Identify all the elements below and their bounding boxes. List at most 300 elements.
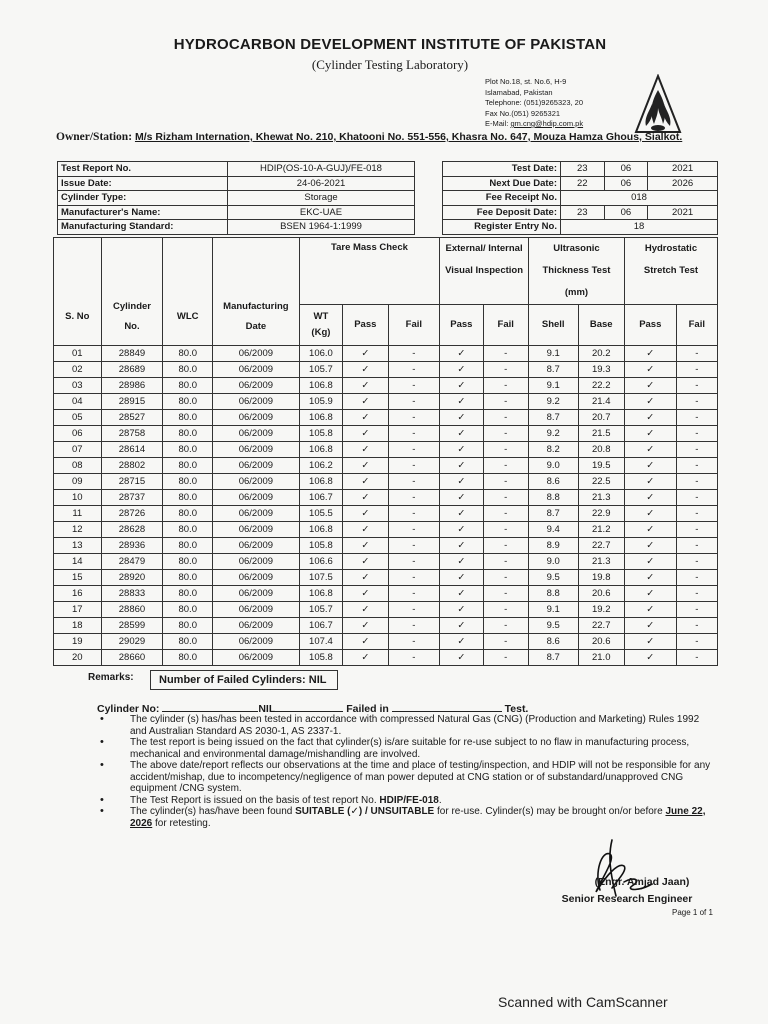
date-info-table bbox=[442, 161, 718, 235]
cell-tare-pass: ✓ bbox=[343, 490, 388, 506]
col-header-cylinder-no: Cylinder No. bbox=[101, 238, 163, 346]
cell-hydro-pass: ✓ bbox=[624, 538, 676, 554]
col-header-hydro: Hydrostatic Stretch Test bbox=[624, 238, 717, 305]
cell-cylinder-no: 28689 bbox=[101, 362, 163, 378]
cell-tare-fail: - bbox=[388, 506, 440, 522]
col-header-wlc: WLC bbox=[163, 238, 213, 346]
cell-visual-pass: ✓ bbox=[440, 490, 483, 506]
cell-hydro-fail: - bbox=[676, 602, 717, 618]
cell-cylinder-no: 28758 bbox=[101, 426, 163, 442]
cell-tare-fail: - bbox=[388, 410, 440, 426]
cell-sno: 19 bbox=[54, 634, 102, 650]
cell-visual-fail: - bbox=[483, 586, 528, 602]
cell-visual-fail: - bbox=[483, 618, 528, 634]
cell-sno: 17 bbox=[54, 602, 102, 618]
cell-cylinder-no: 28802 bbox=[101, 458, 163, 474]
cell-tare-pass: ✓ bbox=[343, 618, 388, 634]
cell-visual-fail: - bbox=[483, 570, 528, 586]
cell-mfg-date: 06/2009 bbox=[213, 618, 300, 634]
cell-cylinder-no: 28715 bbox=[101, 474, 163, 490]
cell-cylinder-no: 28860 bbox=[101, 602, 163, 618]
note-text: The Test Report is issued on the basis of test report No. bbox=[130, 794, 377, 806]
failed-in-label: Failed in bbox=[346, 703, 389, 715]
next-due-label: Next Due Date: bbox=[443, 176, 561, 191]
cell-visual-fail: - bbox=[483, 506, 528, 522]
cell-wt: 105.5 bbox=[299, 506, 342, 522]
cell-hydro-fail: - bbox=[676, 458, 717, 474]
cell-cylinder-no: 28660 bbox=[101, 650, 163, 666]
cell-shell: 9.4 bbox=[528, 522, 578, 538]
cell-hydro-pass: ✓ bbox=[624, 346, 676, 362]
fee-receipt-value: 018 bbox=[561, 191, 718, 206]
cell-shell: 9.1 bbox=[528, 378, 578, 394]
cell-hydro-pass: ✓ bbox=[624, 394, 676, 410]
cell-hydro-pass: ✓ bbox=[624, 474, 676, 490]
cell-wlc: 80.0 bbox=[163, 346, 213, 362]
cell-base: 20.8 bbox=[578, 442, 624, 458]
cell-wlc: 80.0 bbox=[163, 474, 213, 490]
cell-visual-pass: ✓ bbox=[440, 586, 483, 602]
remarks-label: Remarks: bbox=[88, 672, 134, 683]
cell-wlc: 80.0 bbox=[163, 362, 213, 378]
signatory-title: Senior Research Engineer bbox=[561, 893, 693, 905]
table-row bbox=[54, 650, 718, 666]
cell-shell: 9.2 bbox=[528, 394, 578, 410]
cell-hydro-pass: ✓ bbox=[624, 490, 676, 506]
table-row bbox=[54, 426, 718, 442]
cell-shell: 9.0 bbox=[528, 554, 578, 570]
cell-wlc: 80.0 bbox=[163, 602, 213, 618]
cell-base: 22.9 bbox=[578, 506, 624, 522]
cell-shell: 8.9 bbox=[528, 538, 578, 554]
cell-visual-pass: ✓ bbox=[440, 570, 483, 586]
cell-shell: 8.2 bbox=[528, 442, 578, 458]
cell-sno: 10 bbox=[54, 490, 102, 506]
cell-base: 21.5 bbox=[578, 426, 624, 442]
cell-wt: 106.7 bbox=[299, 618, 342, 634]
cell-tare-fail: - bbox=[388, 554, 440, 570]
fee-deposit-day: 23 bbox=[561, 205, 605, 220]
cell-visual-pass: ✓ bbox=[440, 410, 483, 426]
notes-list bbox=[100, 714, 716, 829]
table-row bbox=[54, 570, 718, 586]
cell-hydro-pass: ✓ bbox=[624, 554, 676, 570]
cell-mfg-date: 06/2009 bbox=[213, 538, 300, 554]
cell-base: 19.2 bbox=[578, 602, 624, 618]
table-row bbox=[54, 618, 718, 634]
cell-visual-pass: ✓ bbox=[440, 474, 483, 490]
next-due-row bbox=[443, 176, 718, 191]
email-row bbox=[485, 119, 583, 130]
cell-wt: 106.8 bbox=[299, 442, 342, 458]
info-label: Issue Date: bbox=[58, 176, 228, 191]
cell-sno: 03 bbox=[54, 378, 102, 394]
info-label: Manufacturer's Name: bbox=[58, 205, 228, 220]
cell-tare-pass: ✓ bbox=[343, 442, 388, 458]
cell-base: 20.6 bbox=[578, 586, 624, 602]
cell-hydro-pass: ✓ bbox=[624, 570, 676, 586]
col-header-visual: External/ Internal Visual Inspection bbox=[440, 238, 529, 305]
cell-mfg-date: 06/2009 bbox=[213, 458, 300, 474]
cell-cylinder-no: 28849 bbox=[101, 346, 163, 362]
cell-base: 21.3 bbox=[578, 490, 624, 506]
col-header-hydro-pass: Pass bbox=[624, 305, 676, 346]
cell-base: 19.8 bbox=[578, 570, 624, 586]
col-header-shell: Shell bbox=[528, 305, 578, 346]
table-row bbox=[54, 490, 718, 506]
cell-wt: 105.8 bbox=[299, 426, 342, 442]
cell-cylinder-no: 28737 bbox=[101, 490, 163, 506]
info-value: Storage bbox=[228, 191, 415, 206]
info-label: Manufacturing Standard: bbox=[58, 220, 228, 235]
cell-tare-fail: - bbox=[388, 618, 440, 634]
table-row bbox=[54, 410, 718, 426]
email-label: E-Mail: bbox=[485, 119, 509, 128]
register-entry-value: 18 bbox=[561, 220, 718, 235]
cell-base: 21.2 bbox=[578, 522, 624, 538]
cell-base: 20.2 bbox=[578, 346, 624, 362]
report-ref: HDIP/FE-018 bbox=[379, 794, 439, 806]
table-row bbox=[54, 634, 718, 650]
cell-hydro-fail: - bbox=[676, 410, 717, 426]
cell-wt: 106.2 bbox=[299, 458, 342, 474]
cell-shell: 9.0 bbox=[528, 458, 578, 474]
cell-visual-fail: - bbox=[483, 442, 528, 458]
cell-tare-fail: - bbox=[388, 586, 440, 602]
owner-label: Owner/Station: bbox=[56, 131, 133, 143]
cell-shell: 8.7 bbox=[528, 650, 578, 666]
cell-hydro-pass: ✓ bbox=[624, 586, 676, 602]
cell-hydro-fail: - bbox=[676, 554, 717, 570]
test-date-year: 2021 bbox=[648, 162, 718, 177]
cell-cylinder-no: 28920 bbox=[101, 570, 163, 586]
fee-receipt-label: Fee Receipt No. bbox=[443, 191, 561, 206]
cell-tare-fail: - bbox=[388, 346, 440, 362]
cell-tare-pass: ✓ bbox=[343, 554, 388, 570]
register-entry-label: Register Entry No. bbox=[443, 220, 561, 235]
cell-visual-fail: - bbox=[483, 602, 528, 618]
cell-wlc: 80.0 bbox=[163, 458, 213, 474]
cell-cylinder-no: 28599 bbox=[101, 618, 163, 634]
cell-hydro-pass: ✓ bbox=[624, 506, 676, 522]
cell-visual-pass: ✓ bbox=[440, 602, 483, 618]
cell-tare-fail: - bbox=[388, 394, 440, 410]
cell-shell: 9.1 bbox=[528, 346, 578, 362]
cell-tare-fail: - bbox=[388, 650, 440, 666]
cell-hydro-pass: ✓ bbox=[624, 410, 676, 426]
cell-visual-pass: ✓ bbox=[440, 522, 483, 538]
cell-tare-pass: ✓ bbox=[343, 378, 388, 394]
cell-mfg-date: 06/2009 bbox=[213, 426, 300, 442]
report-info-table bbox=[57, 161, 415, 235]
cell-hydro-pass: ✓ bbox=[624, 426, 676, 442]
cell-wt: 105.8 bbox=[299, 650, 342, 666]
cell-mfg-date: 06/2009 bbox=[213, 586, 300, 602]
cell-visual-pass: ✓ bbox=[440, 458, 483, 474]
page-number: Page 1 of 1 bbox=[672, 908, 713, 917]
cell-tare-fail: - bbox=[388, 522, 440, 538]
email-link[interactable]: gm.cng@hdip.com.pk bbox=[510, 119, 584, 128]
fee-receipt-row bbox=[443, 191, 718, 206]
cell-visual-pass: ✓ bbox=[440, 506, 483, 522]
cell-tare-fail: - bbox=[388, 570, 440, 586]
cell-shell: 9.5 bbox=[528, 570, 578, 586]
cell-tare-pass: ✓ bbox=[343, 522, 388, 538]
cell-hydro-fail: - bbox=[676, 490, 717, 506]
cell-sno: 16 bbox=[54, 586, 102, 602]
owner-station bbox=[56, 131, 696, 143]
cell-visual-pass: ✓ bbox=[440, 634, 483, 650]
cell-shell: 9.5 bbox=[528, 618, 578, 634]
suitability-text: SUITABLE (✓) / UNSUITABLE bbox=[295, 806, 435, 817]
cell-tare-pass: ✓ bbox=[343, 506, 388, 522]
cell-hydro-fail: - bbox=[676, 522, 717, 538]
cell-wlc: 80.0 bbox=[163, 554, 213, 570]
cell-wt: 105.8 bbox=[299, 538, 342, 554]
cell-wt: 106.8 bbox=[299, 378, 342, 394]
cell-cylinder-no: 28628 bbox=[101, 522, 163, 538]
cell-wt: 107.4 bbox=[299, 634, 342, 650]
scanner-watermark: Scanned with CamScanner bbox=[498, 994, 668, 1010]
cell-visual-fail: - bbox=[483, 378, 528, 394]
cell-sno: 09 bbox=[54, 474, 102, 490]
cell-cylinder-no: 28527 bbox=[101, 410, 163, 426]
cell-visual-pass: ✓ bbox=[440, 394, 483, 410]
cell-tare-fail: - bbox=[388, 378, 440, 394]
cell-sno: 14 bbox=[54, 554, 102, 570]
cell-hydro-pass: ✓ bbox=[624, 458, 676, 474]
cell-hydro-pass: ✓ bbox=[624, 362, 676, 378]
cell-base: 20.6 bbox=[578, 634, 624, 650]
cell-hydro-fail: - bbox=[676, 586, 717, 602]
cell-visual-pass: ✓ bbox=[440, 650, 483, 666]
table-row bbox=[54, 474, 718, 490]
info-row-issue-date bbox=[58, 176, 415, 191]
cell-shell: 8.6 bbox=[528, 474, 578, 490]
cell-base: 22.2 bbox=[578, 378, 624, 394]
cell-hydro-fail: - bbox=[676, 346, 717, 362]
cell-shell: 9.1 bbox=[528, 602, 578, 618]
cell-wt: 106.8 bbox=[299, 586, 342, 602]
cell-sno: 06 bbox=[54, 426, 102, 442]
cell-base: 20.7 bbox=[578, 410, 624, 426]
test-date-label: Test Date: bbox=[443, 162, 561, 177]
cell-wlc: 80.0 bbox=[163, 618, 213, 634]
cell-visual-pass: ✓ bbox=[440, 538, 483, 554]
cell-visual-pass: ✓ bbox=[440, 426, 483, 442]
cylinder-no-label: Cylinder No: bbox=[97, 703, 160, 715]
owner-value: M/s Rizham Internation, Khewat No. 210, Khatooni No. 551-556, Khasra No. 647, Mouza Hamza Ghous, Sialkot. bbox=[134, 131, 683, 143]
cell-hydro-fail: - bbox=[676, 506, 717, 522]
cell-sno: 07 bbox=[54, 442, 102, 458]
cell-hydro-fail: - bbox=[676, 570, 717, 586]
cell-hydro-pass: ✓ bbox=[624, 650, 676, 666]
cell-shell: 8.7 bbox=[528, 362, 578, 378]
cell-base: 19.5 bbox=[578, 458, 624, 474]
table-row bbox=[54, 538, 718, 554]
cell-wlc: 80.0 bbox=[163, 410, 213, 426]
cell-visual-fail: - bbox=[483, 426, 528, 442]
cell-wt: 105.7 bbox=[299, 362, 342, 378]
cell-wt: 106.8 bbox=[299, 474, 342, 490]
cell-shell: 8.7 bbox=[528, 410, 578, 426]
hdip-logo-icon bbox=[632, 74, 684, 136]
cell-wlc: 80.0 bbox=[163, 490, 213, 506]
info-row-cylinder-type bbox=[58, 191, 415, 206]
cell-wlc: 80.0 bbox=[163, 522, 213, 538]
col-header-tare: Tare Mass Check bbox=[299, 238, 439, 305]
cell-shell: 8.8 bbox=[528, 586, 578, 602]
cell-tare-pass: ✓ bbox=[343, 458, 388, 474]
cell-mfg-date: 06/2009 bbox=[213, 554, 300, 570]
cell-mfg-date: 06/2009 bbox=[213, 362, 300, 378]
cell-cylinder-no: 28614 bbox=[101, 442, 163, 458]
cell-wt: 106.8 bbox=[299, 522, 342, 538]
col-header-wt: WT (Kg) bbox=[299, 305, 342, 346]
cell-shell: 8.7 bbox=[528, 506, 578, 522]
note-item bbox=[100, 806, 716, 829]
note-item: • The above date/report reflects our observations at the time and place of testing/inspection, and HDIP will not be responsible for any accident/mishap, due to incompetency/negligence of man power deputed at CNG station or of substandard/unapproved CNG equipment /CNG system. bbox=[100, 760, 716, 795]
cell-wlc: 80.0 bbox=[163, 378, 213, 394]
cell-shell: 8.8 bbox=[528, 490, 578, 506]
cell-base: 21.0 bbox=[578, 650, 624, 666]
lab-subtitle: (Cylinder Testing Laboratory) bbox=[311, 57, 469, 72]
note-text: for retesting. bbox=[155, 817, 211, 829]
cell-tare-fail: - bbox=[388, 442, 440, 458]
cell-mfg-date: 06/2009 bbox=[213, 394, 300, 410]
cell-hydro-fail: - bbox=[676, 538, 717, 554]
col-header-ultrasonic: Ultrasonic Thickness Test (mm) bbox=[528, 238, 624, 305]
col-header-visual-pass: Pass bbox=[440, 305, 483, 346]
cylinder-no-value: NIL bbox=[258, 703, 276, 715]
cell-shell: 8.6 bbox=[528, 634, 578, 650]
table-row bbox=[54, 522, 718, 538]
fee-deposit-label: Fee Deposit Date: bbox=[443, 205, 561, 220]
cell-wlc: 80.0 bbox=[163, 538, 213, 554]
col-header-mfg-date: Manufacturing Date bbox=[213, 238, 300, 346]
note-item: • The cylinder (s) has/has been tested in accordance with compressed Natural Gas (CNG) (Production and Marketing) Rules 1992 and Australian Standard AS 2030-1, AS 2337-1. bbox=[100, 714, 716, 737]
blank-line bbox=[275, 702, 343, 712]
cell-mfg-date: 06/2009 bbox=[213, 474, 300, 490]
cell-base: 21.4 bbox=[578, 394, 624, 410]
cell-sno: 13 bbox=[54, 538, 102, 554]
table-row bbox=[54, 362, 718, 378]
cell-wt: 106.6 bbox=[299, 554, 342, 570]
next-due-year: 2026 bbox=[648, 176, 718, 191]
cell-wlc: 80.0 bbox=[163, 650, 213, 666]
cell-visual-fail: - bbox=[483, 346, 528, 362]
cell-visual-fail: - bbox=[483, 410, 528, 426]
institute-title: HYDROCARBON DEVELOPMENT INSTITUTE OF PAKISTAN bbox=[173, 36, 607, 53]
cell-visual-fail: - bbox=[483, 538, 528, 554]
cell-hydro-fail: - bbox=[676, 362, 717, 378]
cell-wlc: 80.0 bbox=[163, 442, 213, 458]
cell-tare-pass: ✓ bbox=[343, 474, 388, 490]
cell-visual-fail: - bbox=[483, 490, 528, 506]
remarks-value: Number of Failed Cylinders: NIL bbox=[150, 670, 338, 690]
cell-tare-fail: - bbox=[388, 490, 440, 506]
fee-deposit-row bbox=[443, 205, 718, 220]
cell-shell: 9.2 bbox=[528, 426, 578, 442]
cell-cylinder-no: 28479 bbox=[101, 554, 163, 570]
cell-mfg-date: 06/2009 bbox=[213, 346, 300, 362]
cell-cylinder-no: 28915 bbox=[101, 394, 163, 410]
cell-tare-pass: ✓ bbox=[343, 634, 388, 650]
cell-cylinder-no: 28726 bbox=[101, 506, 163, 522]
blank-line bbox=[392, 702, 502, 712]
cell-wt: 106.0 bbox=[299, 346, 342, 362]
cell-tare-pass: ✓ bbox=[343, 394, 388, 410]
test-date-row bbox=[443, 162, 718, 177]
cell-visual-fail: - bbox=[483, 634, 528, 650]
cell-wlc: 80.0 bbox=[163, 394, 213, 410]
cell-wt: 105.7 bbox=[299, 602, 342, 618]
cell-visual-fail: - bbox=[483, 458, 528, 474]
cell-wlc: 80.0 bbox=[163, 634, 213, 650]
note-text: The cylinder(s) has/have been found bbox=[130, 806, 293, 817]
note-text: for re-use. Cylinder(s) may be brought on/or before bbox=[437, 806, 663, 817]
cell-sno: 05 bbox=[54, 410, 102, 426]
cell-hydro-pass: ✓ bbox=[624, 634, 676, 650]
col-header-tare-fail: Fail bbox=[388, 305, 440, 346]
cell-mfg-date: 06/2009 bbox=[213, 442, 300, 458]
cell-hydro-fail: - bbox=[676, 378, 717, 394]
cell-visual-pass: ✓ bbox=[440, 618, 483, 634]
register-entry-row bbox=[443, 220, 718, 235]
cell-sno: 18 bbox=[54, 618, 102, 634]
cell-hydro-fail: - bbox=[676, 474, 717, 490]
cell-visual-fail: - bbox=[483, 554, 528, 570]
cell-visual-pass: ✓ bbox=[440, 362, 483, 378]
cell-tare-pass: ✓ bbox=[343, 410, 388, 426]
address-block bbox=[485, 77, 583, 130]
col-header-visual-fail: Fail bbox=[483, 305, 528, 346]
cell-base: 22.7 bbox=[578, 538, 624, 554]
fee-deposit-year: 2021 bbox=[648, 205, 718, 220]
cell-wt: 105.9 bbox=[299, 394, 342, 410]
cell-sno: 20 bbox=[54, 650, 102, 666]
note-item: • The test report is being issued on the fact that cylinder(s) is/are suitable for re-use subject to no flaw in manufacturing process, mechanical and environmental damage/mishandling are involved. bbox=[100, 737, 716, 760]
info-value: 24-06-2021 bbox=[228, 176, 415, 191]
cell-wt: 106.8 bbox=[299, 410, 342, 426]
cell-hydro-fail: - bbox=[676, 442, 717, 458]
cell-visual-fail: - bbox=[483, 362, 528, 378]
cell-wlc: 80.0 bbox=[163, 586, 213, 602]
cell-hydro-pass: ✓ bbox=[624, 618, 676, 634]
retest-date: June 22, 2026 bbox=[130, 806, 706, 829]
cell-mfg-date: 06/2009 bbox=[213, 378, 300, 394]
col-header-hydro-fail: Fail bbox=[676, 305, 717, 346]
next-due-day: 22 bbox=[561, 176, 605, 191]
cell-base: 22.5 bbox=[578, 474, 624, 490]
cell-visual-pass: ✓ bbox=[440, 554, 483, 570]
cell-tare-pass: ✓ bbox=[343, 426, 388, 442]
cell-cylinder-no: 28936 bbox=[101, 538, 163, 554]
table-row bbox=[54, 394, 718, 410]
cell-sno: 15 bbox=[54, 570, 102, 586]
cell-mfg-date: 06/2009 bbox=[213, 602, 300, 618]
cell-visual-fail: - bbox=[483, 522, 528, 538]
blank-line bbox=[162, 702, 258, 712]
info-row-standard bbox=[58, 220, 415, 235]
cell-tare-pass: ✓ bbox=[343, 362, 388, 378]
cell-tare-pass: ✓ bbox=[343, 602, 388, 618]
cell-sno: 01 bbox=[54, 346, 102, 362]
cell-sno: 08 bbox=[54, 458, 102, 474]
info-row-report-no bbox=[58, 162, 415, 177]
cell-tare-fail: - bbox=[388, 634, 440, 650]
cell-tare-fail: - bbox=[388, 538, 440, 554]
